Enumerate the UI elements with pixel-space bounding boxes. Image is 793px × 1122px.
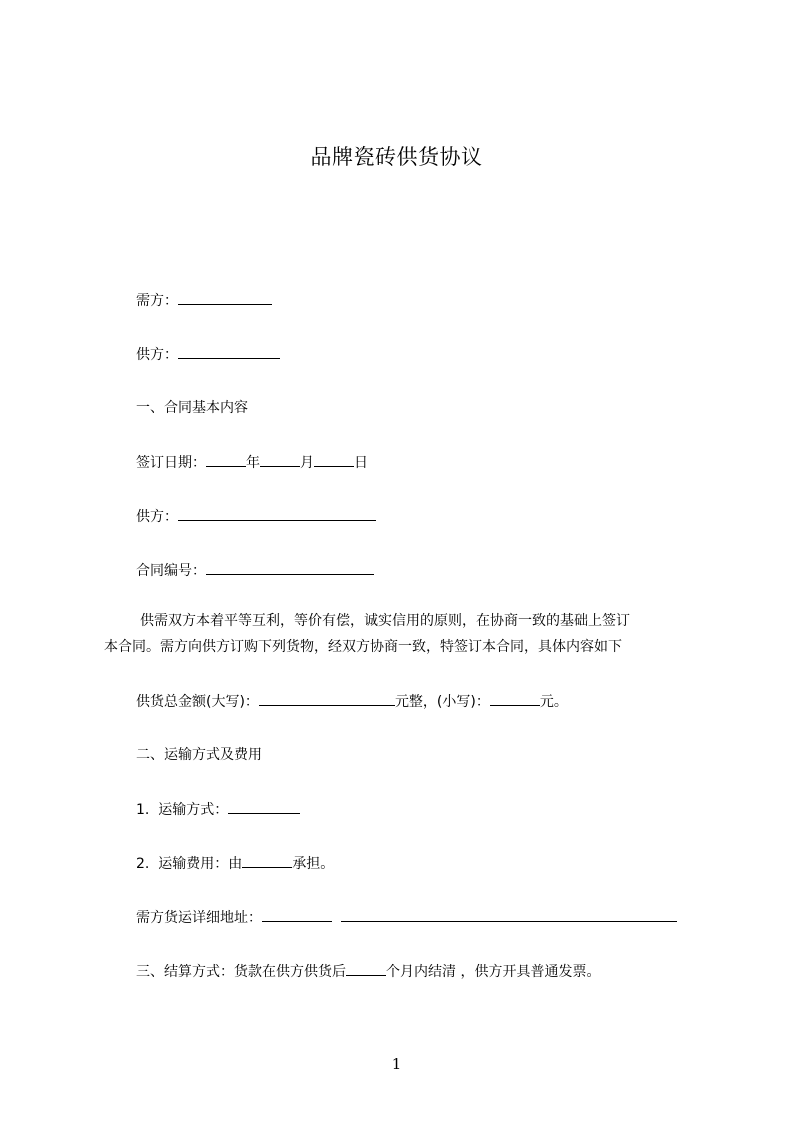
sign-date-label: 签订日期： [136, 455, 206, 471]
section2-heading: 二、运输方式及费用 [136, 747, 262, 763]
month-label: 月 [300, 455, 314, 471]
transport-method-label: 运输方式： [158, 802, 229, 818]
settlement-months-blank[interactable] [346, 961, 386, 976]
supply-party-line [136, 344, 280, 365]
transport-cost-label: 运输费用：由 [158, 856, 243, 872]
contract-number-label: 合同编号： [136, 563, 206, 579]
day-blank[interactable] [314, 452, 354, 467]
day-label: 日 [354, 455, 368, 471]
transport-cost-line [136, 853, 334, 874]
delivery-address-line [136, 907, 677, 928]
amount-upper-suffix: 元整，(小写)： [394, 694, 490, 710]
delivery-address-blank-1[interactable] [262, 907, 332, 922]
item2-number: 2. [136, 856, 150, 872]
demand-party-line [136, 290, 272, 311]
amount-upper-blank[interactable] [259, 691, 395, 706]
demand-party-label: 需方： [136, 293, 178, 309]
transport-cost-suffix: 承担。 [292, 856, 335, 872]
document-title: 品牌瓷砖供货协议 [310, 145, 483, 169]
amount-lower-suffix: 元。 [539, 694, 568, 710]
intro-line-2: 本合同。需方向供方订购下列货物，经双方协商一致，特签订本合同，具体内容如下 [104, 639, 622, 655]
settlement-line [136, 961, 600, 982]
month-blank[interactable] [260, 452, 300, 467]
transport-method-line [136, 799, 300, 820]
amount-lower-blank[interactable] [490, 691, 540, 706]
delivery-address-label: 需方货运详细地址： [136, 910, 262, 926]
sign-date-line [136, 452, 368, 473]
item1-number: 1. [136, 802, 150, 818]
section1-heading: 一、合同基本内容 [136, 400, 248, 416]
intro-line-1: 供需双方本着平等互利，等价有偿，诚实信用的原则，在协商一致的基础上签订 [140, 613, 630, 629]
year-blank[interactable] [206, 452, 246, 467]
contract-number-blank[interactable] [206, 560, 374, 575]
transport-cost-blank[interactable] [242, 853, 292, 868]
demand-party-blank[interactable] [178, 290, 272, 305]
transport-method-blank[interactable] [228, 799, 300, 814]
settlement-suffix: 个月内结清 ，供方开具普通发票。 [386, 964, 601, 980]
supply-party-label: 供方： [136, 347, 178, 363]
amount-upper-label: 供货总金额(大写)： [136, 694, 259, 710]
settlement-prefix: 三、结算方式：货款在供方供货后 [136, 964, 346, 980]
delivery-address-blank-2[interactable] [341, 907, 677, 922]
intro-paragraph [104, 608, 696, 660]
page-number: 1 [391, 1055, 402, 1073]
supplier-blank[interactable] [178, 506, 376, 521]
supply-party-blank[interactable] [178, 344, 280, 359]
supplier-label: 供方： [136, 509, 178, 525]
supplier-line [136, 506, 376, 527]
year-label: 年 [246, 455, 260, 471]
contract-number-line [136, 560, 374, 581]
total-amount-line [136, 691, 568, 712]
